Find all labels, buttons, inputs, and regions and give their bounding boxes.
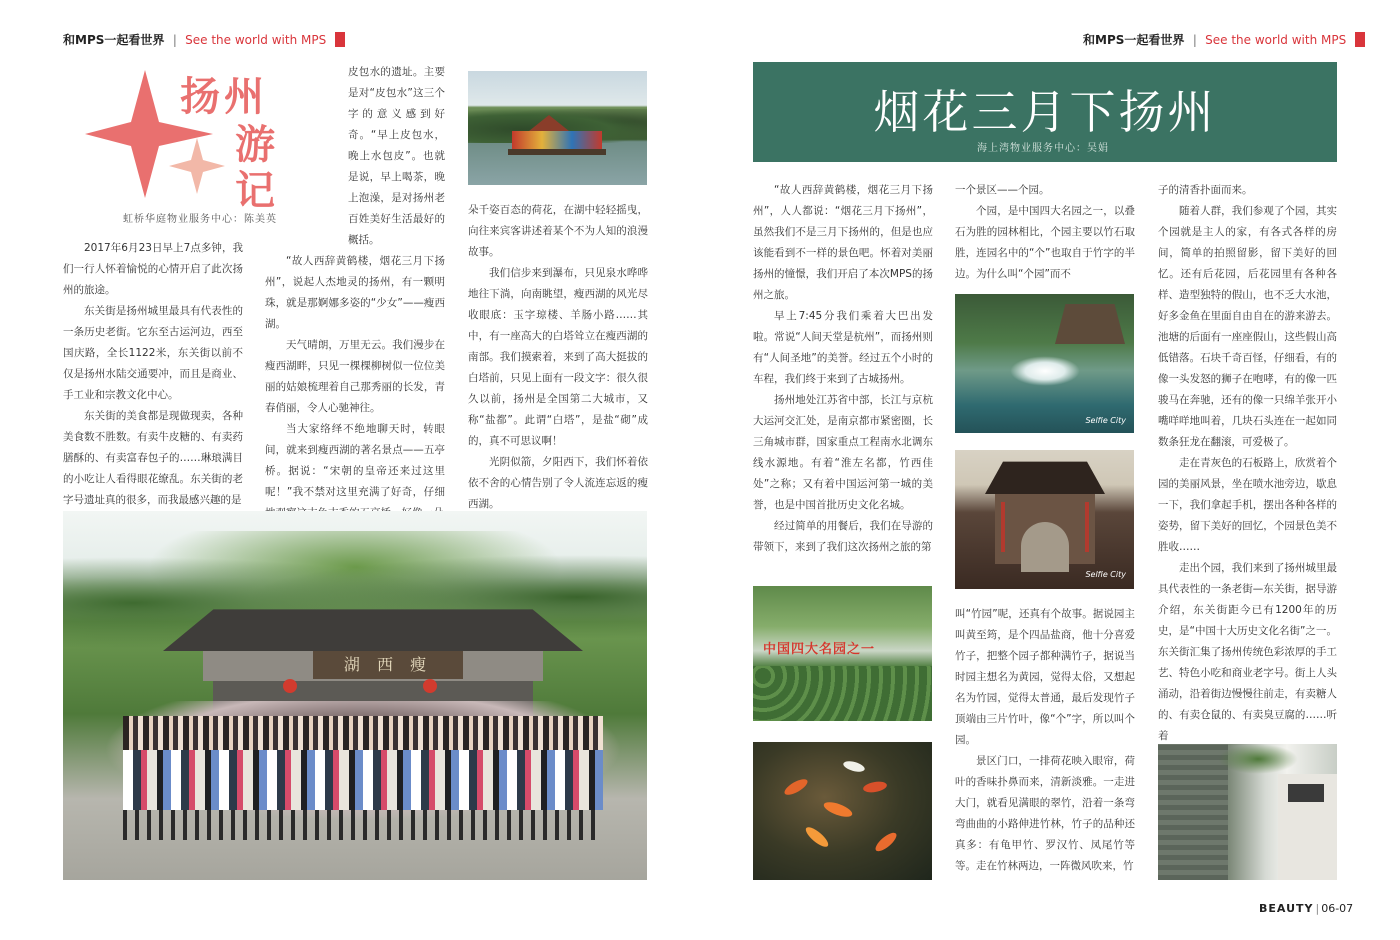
left-column-1 bbox=[63, 238, 243, 511]
article-title: 烟花三月下扬州 bbox=[873, 85, 1217, 139]
right-column-3 bbox=[1158, 180, 1337, 747]
paragraph: 东关街的美食都是现做现卖，各种美食数不胜数。有卖牛皮糖的、有卖药膳酥的、有卖富春包子的……琳琅满目的小吃让人看得眼花缭乱。东关街的老字号遗址真的很多，而我最感兴趣的是 bbox=[63, 410, 243, 506]
left-byline: 虹桥华庭物业服务中心：陈美英 bbox=[123, 214, 277, 225]
paragraph: 光阴似箭，夕阳西下，我们怀着依依不舍的心情告别了令人流连忘返的瘦西湖。 bbox=[468, 456, 648, 510]
paragraph: “故人西辞黄鹤楼，烟花三月下扬州”，人人都说：“烟花三月下扬州”，虽然我们不是三月下扬州的，但是也应该能看到不一样的景色吧。怀着对美丽扬州的憧憬，我们开启了本次MPS的扬州之旅。 bbox=[753, 184, 933, 301]
right-byline: 海上湾物业服务中心：吴娟 bbox=[977, 143, 1109, 154]
header-en: See the world with MPS bbox=[185, 33, 327, 47]
paragraph: 景区门口，一排荷花映入眼帘，荷叶的香味扑鼻而来，清新淡雅。一走进大门，就看见满眼的翠竹，沿着一条弯弯曲曲的小路伸进竹林，竹子的品种还真多：有龟甲竹、罗汉竹、凤尾竹等等。走在竹林两边，一阵微风吹来，竹 bbox=[955, 755, 1135, 872]
paragraph: 天气晴朗，万里无云。我们漫步在瘦西湖畔，只见一棵棵柳树似一位位美丽的姑娘梳理着自己那秀丽的长发，青春俏丽，令人心驰神往。 bbox=[265, 339, 445, 414]
header-divider: | bbox=[172, 33, 177, 47]
photo-boat bbox=[468, 71, 647, 185]
right-column-1 bbox=[753, 180, 933, 558]
paragraph: 皮包水的遗址。主要是对“皮包水”这三个字的意义感到好奇。“早上皮包水，晚上水包皮”。也就是说，早上喝茶，晚上泡澡，是对扬州老百姓美好生活最好的概括。 bbox=[348, 66, 445, 246]
paragraph: 东关街是扬州城里最具有代表性的一条历史老街。它东至古运河边，西至国庆路，全长1122米，东关街以前不仅是扬州水陆交通要冲，而且是商业、手工业和宗教文化中心。 bbox=[63, 305, 243, 401]
paragraph: “故人西辞黄鹤楼，烟花三月下扬州”，说起人杰地灵的扬州，有一颗明珠，就是那婀娜多姿的“少女”——瘦西湖。 bbox=[265, 255, 445, 330]
logo-title-1: 扬州 bbox=[180, 74, 268, 120]
header-bar bbox=[335, 32, 345, 47]
left-column-3 bbox=[468, 200, 648, 515]
paragraph: 当大家络绎不绝地聊天时，转眼间，就来到瘦西湖的著名景点——五亭桥。据说：“宋朝的皇帝还来过这里呢！”我不禁对这里充满了好奇，仔细 bbox=[265, 423, 445, 498]
photo-fish bbox=[753, 742, 932, 880]
paragraph: 随着人群，我们参观了个园，其实个园就是主人的家，有各式各样的房间，简单的拍照留影，留下美好的回忆。还有后花园，后花园里有各种各样、造型独特的假山，也不乏大水池，好多金鱼在里面自由自在的游来游去。池塘的后面有一座座假山，这些假山高低错落。石块千奇百怪，仔细看，有的像一头发怒的狮子在咆哮，有的像一匹骏马在奔驰，还有的像一只绵羊张开小嘴咩咩地叫着，几块石头连在一起如同数条狂龙在翻滚，可爱极了。 bbox=[1158, 205, 1337, 448]
right-column-2-bottom bbox=[955, 604, 1135, 877]
paragraph: 早上7:45分我们乘着大巴出发啦。常说“人间天堂是杭州”，而扬州则有“人间圣地”的美誉。经过五个小时的车程，我们终于来到了古城扬州。 bbox=[753, 310, 933, 385]
footer-pages: 06-07 bbox=[1321, 902, 1354, 915]
watermark: Selfie City bbox=[1085, 570, 1126, 579]
page-footer bbox=[1259, 902, 1353, 915]
paragraph: 走在青灰色的石板路上，欣赏着个园的美丽风景，坐在喷水池旁边，歇息一下，我们拿起手机，摆出各种各样的姿势，留下美好的回忆，个园景色美不胜收…… bbox=[1158, 457, 1337, 553]
header-en: See the world with MPS bbox=[1205, 33, 1347, 47]
paragraph: 朵千姿百态的荷花，在湖中轻轻摇曳，向往来宾客讲述着某个不为人知的浪漫故事。 bbox=[468, 204, 648, 258]
right-column-2-top bbox=[955, 180, 1135, 285]
photo-fountain bbox=[955, 294, 1134, 433]
watermark: Selfie City bbox=[1085, 416, 1126, 425]
right-header bbox=[1083, 31, 1365, 48]
header-divider: | bbox=[1192, 33, 1197, 47]
paragraph: 经过简单的用餐后，我们在导游的带领下，来到了我们这次扬州之旅的第 bbox=[753, 520, 933, 553]
photo-alley bbox=[1158, 744, 1337, 880]
paragraph: 叫“竹园”呢，还真有个故事。据说园主叫黄至筠，是个四品盐商，他十分喜爱竹子，把整个园子都种满竹子，据说当时园主想名为黄园，觉得太俗，又想起名为竹园，觉得太普通，最后发现竹子顶端由三片竹叶，像“个”字，所以叫个园。 bbox=[955, 608, 1135, 746]
left-header bbox=[63, 31, 345, 48]
logo-title-2: 游记 bbox=[235, 122, 279, 214]
photo-group bbox=[63, 511, 647, 880]
paragraph: 子的清香扑面而来。 bbox=[1158, 184, 1253, 196]
header-bar bbox=[1355, 32, 1365, 47]
left-column-2 bbox=[265, 62, 445, 524]
paragraph: 扬州地处江苏省中部，长江与京杭大运河交汇处，是南京都市紧密圈，长三角城市群，国家重点工程南水北调东线水源地。有着“淮左名都，竹西佳处”之称；又有着中国运河第一城的美誉，也是中国首批历史文化名城。 bbox=[753, 394, 933, 511]
photo-lotus bbox=[753, 586, 932, 721]
footer-divider: | bbox=[1315, 902, 1320, 915]
header-cn: 和MPS一起看世界 bbox=[1083, 33, 1185, 47]
footer-brand: BEAUTY bbox=[1259, 902, 1314, 915]
gate-sign: 湖 西 瘦 bbox=[313, 651, 463, 679]
paragraph: 我们信步来到瀑布，只见泉水哗哗地往下淌，向南眺望，瘦西湖的风光尽收眼底：玉字琼楼、羊肠小路……其中，有一座高大的白塔耸立在瘦西湖的南部。我们摸索着，来到了高大挺拔的白塔前，只见上面有一段文字：很久很久以前，扬州是全国第二大城市，又称“盐都”。此谓“白塔”，是盐“砌”成的，真不可思议啊！ bbox=[468, 267, 648, 447]
sign-text: 中国四大名园之一 bbox=[763, 642, 876, 657]
paragraph: 个园，是中国四大名园之一，以叠石为胜的园林相比，个园主要以竹石取胜，连园名中的“个”也取自于竹字的半边。为什么叫“个园”而不 bbox=[955, 205, 1135, 280]
photo-gate bbox=[955, 450, 1134, 589]
paragraph: 走出个园，我们来到了扬州城里最具代表性的一条老街—东关街，据导游介绍，东关街距今已有1200年的历史，是“中国十大历史文化名街”之一。东关街汇集了扬州传统色彩浓厚的手工艺、特色小吃和商业老字号。街上人头涌动，沿着街边慢慢往前走，有卖糖人的、有卖仓鼠的、有卖臭豆腐的……听着 bbox=[1158, 562, 1337, 742]
paragraph: 一个景区——个园。 bbox=[955, 184, 1050, 196]
paragraph: 2017年6月23日早上7点多钟，我们一行人怀着愉悦的心情开启了此次扬州的旅途。 bbox=[63, 242, 243, 296]
header-cn: 和MPS一起看世界 bbox=[63, 33, 165, 47]
